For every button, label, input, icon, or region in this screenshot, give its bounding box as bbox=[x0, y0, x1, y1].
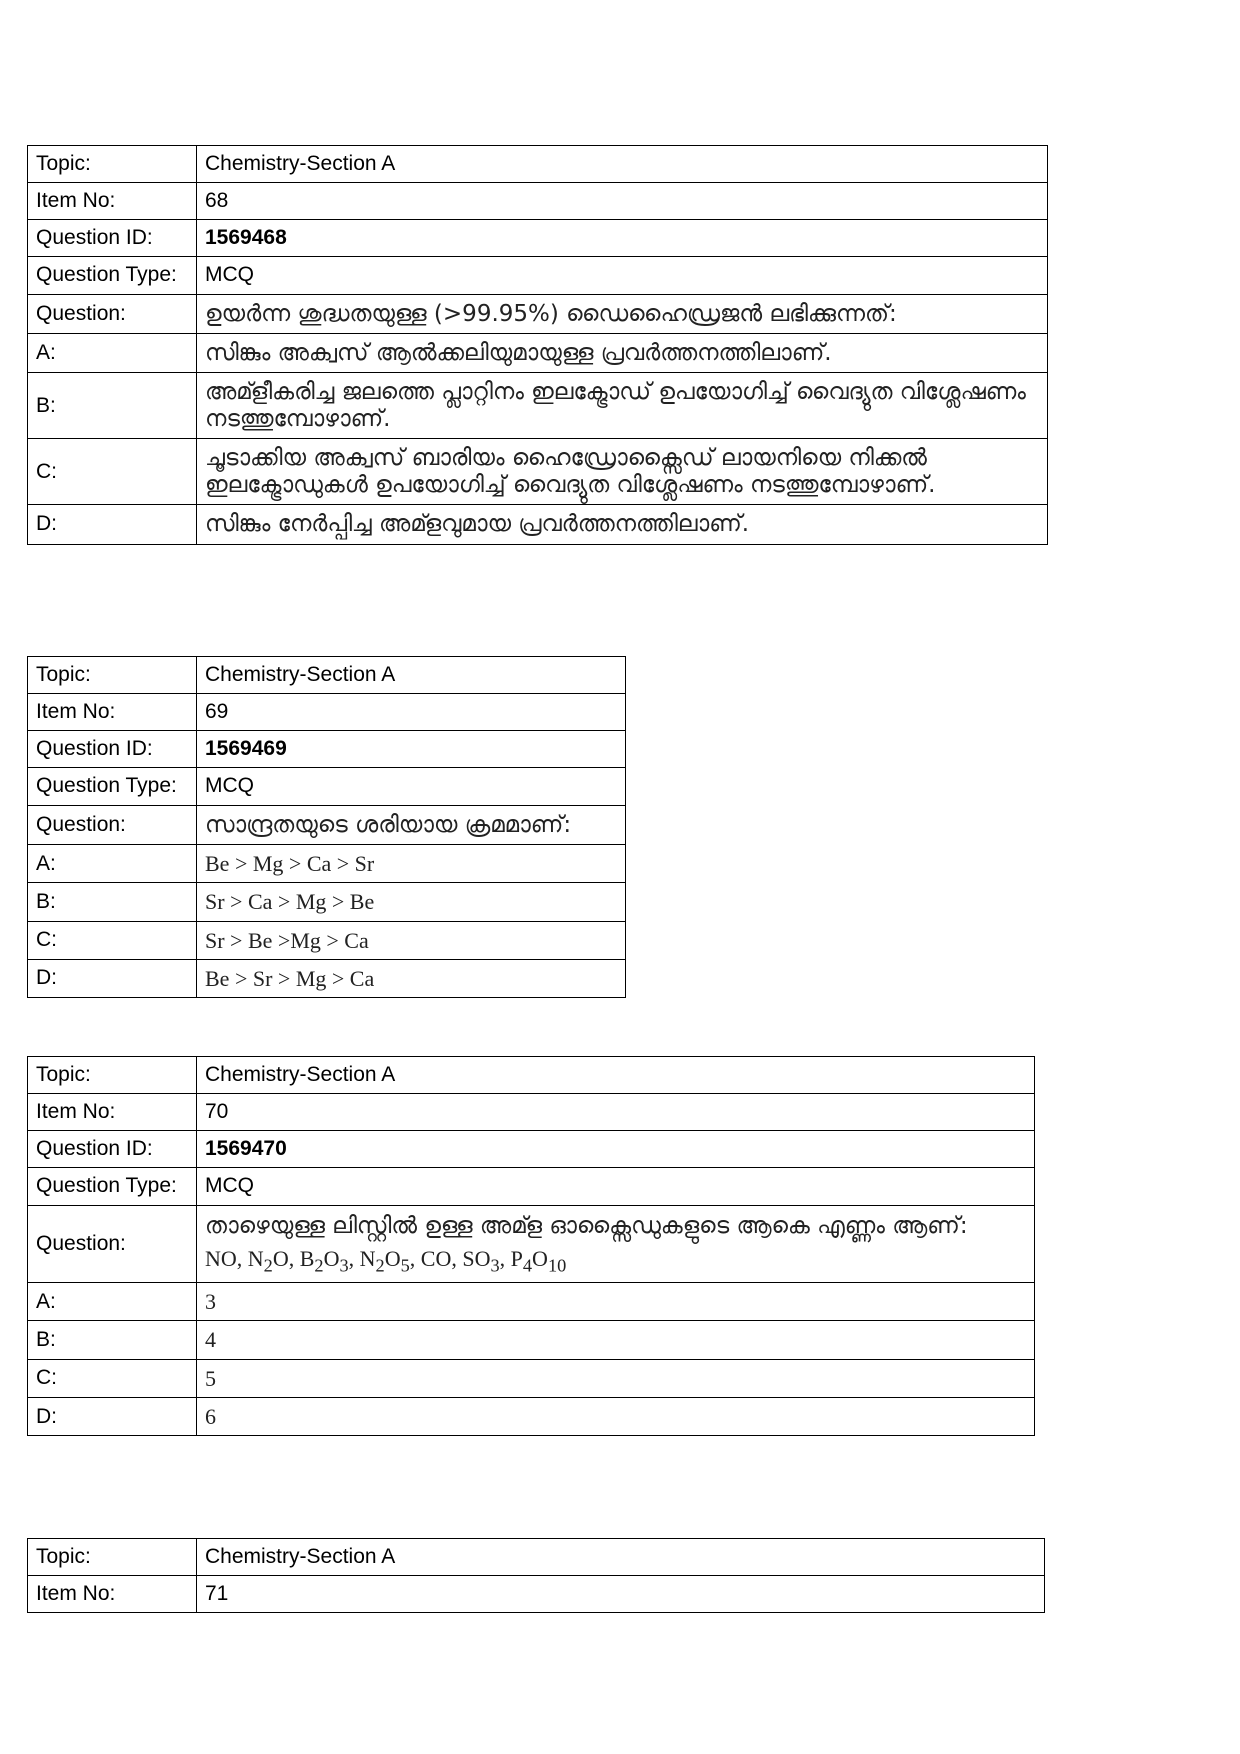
question-row bbox=[28, 805, 626, 844]
formula-text: , N bbox=[348, 1245, 376, 1271]
item-no-label: Item No: bbox=[28, 1576, 197, 1613]
item-no-value: 69 bbox=[197, 694, 626, 731]
option-c-row bbox=[28, 439, 1048, 505]
formula-text: , CO, SO bbox=[409, 1245, 491, 1271]
question-id-row bbox=[28, 731, 626, 768]
item-no-row bbox=[28, 183, 1048, 220]
topic-row bbox=[28, 657, 626, 694]
question-table-71 bbox=[27, 1538, 1045, 1613]
option-d-row bbox=[28, 1397, 1035, 1435]
question-text: ഉയർന്ന ശുദ്ധതയുള്ള (>99.95%) ഡൈഹൈഡ്രജൻ ലഭിക്കുന്നത്: bbox=[197, 294, 1048, 333]
question-table-68 bbox=[27, 145, 1048, 545]
option-c-label: C: bbox=[28, 439, 197, 505]
question-type-label: Question Type: bbox=[28, 257, 197, 294]
option-d-label: D: bbox=[28, 1397, 197, 1435]
option-c-label: C: bbox=[28, 921, 197, 959]
formula-subscript: 3 bbox=[339, 1255, 349, 1275]
option-d-text: Be > Sr > Mg > Ca bbox=[197, 959, 626, 997]
formula-text: O bbox=[323, 1245, 340, 1271]
question-type-row bbox=[28, 257, 1048, 294]
question-id-label: Question ID: bbox=[28, 220, 197, 257]
question-id-label: Question ID: bbox=[28, 1131, 197, 1168]
formula-subscript: 4 bbox=[522, 1255, 533, 1275]
formula-subscript: 3 bbox=[490, 1255, 500, 1275]
option-b-row bbox=[28, 883, 626, 921]
question-id-value: 1569470 bbox=[197, 1131, 1035, 1168]
option-b-text: 4 bbox=[197, 1321, 1035, 1359]
topic-value: Chemistry-Section A bbox=[197, 1539, 1045, 1576]
topic-label: Topic: bbox=[28, 1539, 197, 1576]
formula-subscript: 2 bbox=[375, 1255, 385, 1275]
question-table-70 bbox=[27, 1056, 1035, 1436]
option-a-text: സിങ്കും അക്വസ് ആൽക്കലിയുമായുള്ള പ്രവർത്തനത്തിലാണ്. bbox=[197, 334, 1048, 373]
option-b-label: B: bbox=[28, 373, 197, 439]
topic-label: Topic: bbox=[28, 146, 197, 183]
option-b-label: B: bbox=[28, 1321, 197, 1359]
option-d-text: 6 bbox=[197, 1397, 1035, 1435]
formula-subscript: 10 bbox=[547, 1255, 567, 1275]
topic-label: Topic: bbox=[28, 657, 197, 694]
option-b-text: അമ്ളീകരിച്ച ജലത്തെ പ്ലാറ്റിനം ഇലക്ട്രോഡ് ഉപയോഗിച്ച് വൈദ്യുത വിശ്ലേഷണം നടത്തുമ്പോഴാണ്. bbox=[197, 373, 1048, 439]
formula-subscript: 5 bbox=[400, 1255, 410, 1275]
option-c-row bbox=[28, 921, 626, 959]
option-a-text: 3 bbox=[197, 1283, 1035, 1321]
formula-text: O, B bbox=[272, 1245, 315, 1271]
question-cell bbox=[197, 1205, 1035, 1283]
topic-value: Chemistry-Section A bbox=[197, 657, 626, 694]
question-type-row bbox=[28, 768, 626, 805]
formula-subscript: 2 bbox=[263, 1255, 273, 1275]
item-no-value: 68 bbox=[197, 183, 1048, 220]
topic-row bbox=[28, 1057, 1035, 1094]
option-a-row bbox=[28, 334, 1048, 373]
option-b-label: B: bbox=[28, 883, 197, 921]
topic-label: Topic: bbox=[28, 1057, 197, 1094]
question-table-69 bbox=[27, 656, 626, 998]
formula-text: , P bbox=[499, 1245, 523, 1271]
question-id-label: Question ID: bbox=[28, 731, 197, 768]
item-no-label: Item No: bbox=[28, 183, 197, 220]
option-c-text: Sr > Be >Mg > Ca bbox=[197, 921, 626, 959]
formula-text: NO, N bbox=[205, 1245, 264, 1271]
formula-text: O bbox=[532, 1245, 548, 1271]
question-type-value: MCQ bbox=[197, 768, 626, 805]
option-c-text: ചൂടാക്കിയ അക്വസ് ബാരിയം ഹൈഡ്രോക്സൈഡ് ലായനിയെ നിക്കൽ ഇലക്ട്രോഡുകൾ ഉപയോഗിച്ച് വൈദ്യുത വിശ്ലേഷണം നടത്തുമ്പോഴാണ്. bbox=[197, 439, 1048, 505]
question-type-value: MCQ bbox=[197, 1168, 1035, 1205]
question-type-value: MCQ bbox=[197, 257, 1048, 294]
option-a-label: A: bbox=[28, 1283, 197, 1321]
option-b-row bbox=[28, 1321, 1035, 1359]
item-no-row bbox=[28, 1576, 1045, 1613]
topic-row bbox=[28, 146, 1048, 183]
question-id-row bbox=[28, 220, 1048, 257]
question-row bbox=[28, 294, 1048, 333]
question-type-label: Question Type: bbox=[28, 1168, 197, 1205]
question-label: Question: bbox=[28, 294, 197, 333]
question-text: സാന്ദ്രതയുടെ ശരിയായ ക്രമമാണ്: bbox=[197, 805, 626, 844]
topic-row bbox=[28, 1539, 1045, 1576]
item-no-label: Item No: bbox=[28, 1094, 197, 1131]
item-no-label: Item No: bbox=[28, 694, 197, 731]
item-no-row bbox=[28, 1094, 1035, 1131]
item-no-row bbox=[28, 694, 626, 731]
formula-subscript: 2 bbox=[314, 1255, 324, 1275]
option-d-text: സിങ്കും നേർപ്പിച്ച അമ്ളവുമായ പ്രവർത്തനത്തിലാണ്. bbox=[197, 505, 1048, 544]
question-label: Question: bbox=[28, 1205, 197, 1283]
option-a-text: Be > Mg > Ca > Sr bbox=[197, 845, 626, 883]
question-id-row bbox=[28, 1131, 1035, 1168]
option-a-label: A: bbox=[28, 334, 197, 373]
item-no-value: 70 bbox=[197, 1094, 1035, 1131]
option-d-label: D: bbox=[28, 959, 197, 997]
option-b-row bbox=[28, 373, 1048, 439]
topic-value: Chemistry-Section A bbox=[197, 1057, 1035, 1094]
topic-value: Chemistry-Section A bbox=[197, 146, 1048, 183]
option-c-row bbox=[28, 1359, 1035, 1397]
oxide-formula-list bbox=[205, 1246, 1026, 1276]
option-d-label: D: bbox=[28, 505, 197, 544]
option-b-text: Sr > Ca > Mg > Be bbox=[197, 883, 626, 921]
option-a-label: A: bbox=[28, 845, 197, 883]
option-d-row bbox=[28, 959, 626, 997]
option-a-row bbox=[28, 1283, 1035, 1321]
item-no-value: 71 bbox=[197, 1576, 1045, 1613]
question-type-label: Question Type: bbox=[28, 768, 197, 805]
question-row bbox=[28, 1205, 1035, 1283]
option-c-label: C: bbox=[28, 1359, 197, 1397]
question-id-value: 1569468 bbox=[197, 220, 1048, 257]
option-a-row bbox=[28, 845, 626, 883]
question-label: Question: bbox=[28, 805, 197, 844]
question-id-value: 1569469 bbox=[197, 731, 626, 768]
option-c-text: 5 bbox=[197, 1359, 1035, 1397]
question-text: താഴെയുള്ള ലിസ്റ്റിൽ ഉള്ള അമ്ള ഓക്സൈഡുകളുടെ ആകെ എണ്ണം ആണ്: bbox=[205, 1212, 968, 1239]
option-d-row bbox=[28, 505, 1048, 544]
formula-text: O bbox=[384, 1245, 401, 1271]
question-type-row bbox=[28, 1168, 1035, 1205]
